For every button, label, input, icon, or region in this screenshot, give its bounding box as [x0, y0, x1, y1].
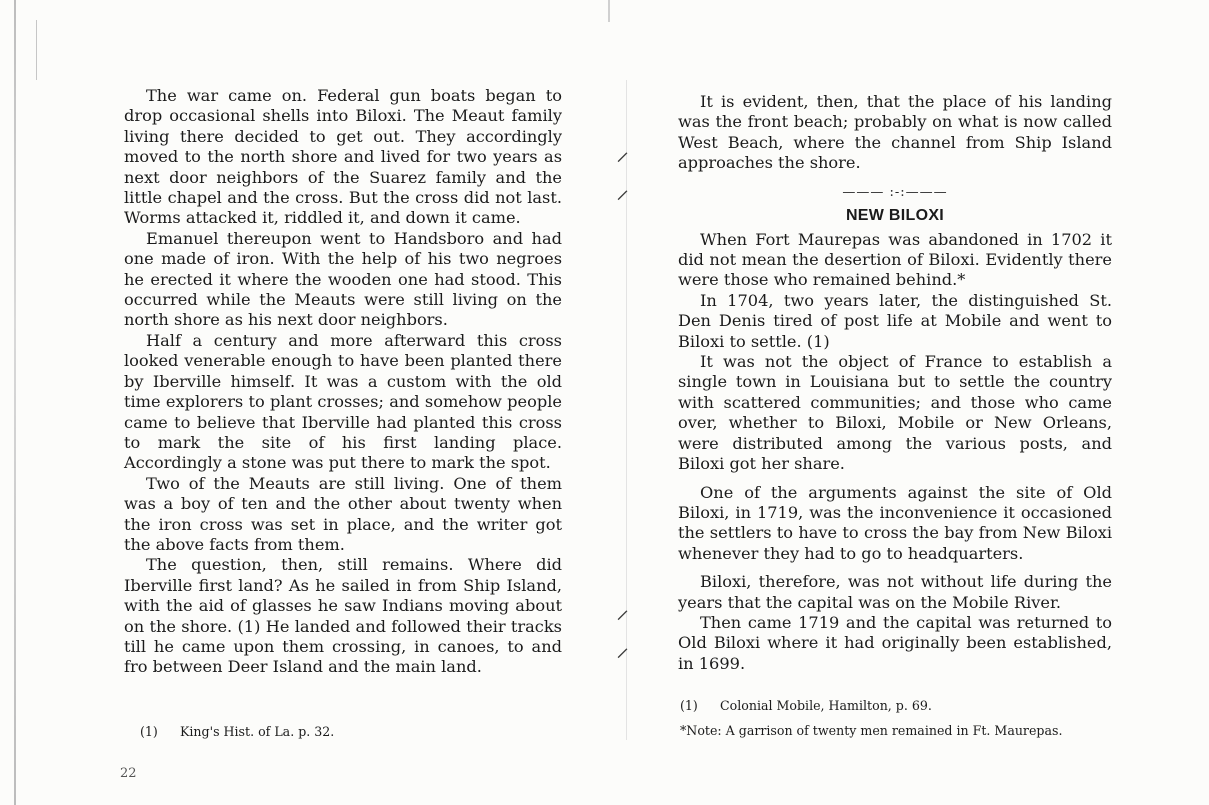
footnote-text: Colonial Mobile, Hamilton, p. 69.	[720, 698, 932, 713]
footnote-text: King's Hist. of La. p. 32.	[180, 724, 335, 739]
paragraph: The question, then, still remains. Where did Iberville first land? As he sailed in from Ship Island, with the aid of glasses he saw Indians moving about on the shore. (1) He landed and followed their tracks till he came upon them crossing, in canoes, to and fro between Deer Island and the main land.	[124, 555, 562, 677]
gutter-smudge: ⸝	[616, 595, 630, 625]
gutter-mark	[608, 0, 610, 22]
right-page-text	[678, 92, 1112, 674]
section-heading: NEW BILOXI	[845, 206, 945, 224]
paragraph: One of the arguments against the site of Old Biloxi, in 1719, was the inconvenience it occasioned the settlers to have to cross the bay from New Biloxi whenever they had to go to headquarters.	[678, 482, 1112, 563]
paragraph: It is evident, then, that the place of his landing was the front beach; probably on what is now called West Beach, where the channel from Ship Island approaches the shore.	[678, 92, 1112, 173]
section-divider: ——— :-:———	[842, 184, 948, 200]
page-number: 22	[120, 766, 137, 781]
footnote-marker: (1)	[140, 724, 158, 739]
paragraph: It was not the object of France to establish a single town in Louisiana but to settle the country with scattered communities; and those who came over, whether to Biloxi, Mobile or New Orleans, were distributed among the various posts, and Biloxi got her share.	[678, 352, 1112, 474]
left-page-text	[124, 86, 562, 678]
gutter-smudge: ⸝	[616, 633, 630, 663]
gutter-smudge: ⸝	[616, 137, 630, 167]
left-footnote	[140, 724, 334, 740]
right-note: *Note: A garrison of twenty men remained in Ft. Maurepas.	[680, 723, 1063, 738]
footnote-marker: (1)	[680, 698, 698, 713]
gutter-smudge: ⸝	[616, 175, 630, 205]
paragraph: Then came 1719 and the capital was returned to Old Biloxi where it had originally been established, in 1699.	[678, 612, 1112, 673]
paragraph: Emanuel thereupon went to Handsboro and had one made of iron. With the help of his two negroes he erected it where the wooden one had stood. This occurred while the Meauts were still living on the north shore as his next door neighbors.	[124, 228, 562, 330]
paragraph: In 1704, two years later, the distinguished St. Den Denis tired of post life at Mobile and went to Biloxi to settle. (1)	[678, 290, 1112, 351]
paragraph: Two of the Meauts are still living. One of them was a boy of ten and the other about twenty when the iron cross was set in place, and the writer got the above facts from them.	[124, 473, 562, 554]
paragraph: Half a century and more afterward this cross looked venerable enough to have been planted there by Iberville himself. It was a custom with the old time explorers to plant crosses; and somehow people came to believe that Iberville had planted this cross to mark the site of his first landing place. Accordingly a stone was put there to mark the spot.	[124, 330, 562, 473]
paragraph: Biloxi, therefore, was not without life during the years that the capital was on the Mobile River.	[678, 572, 1112, 612]
paragraph: The war came on. Federal gun boats began to drop occasional shells into Biloxi. The Meaut family living there decided to get out. They accordingly moved to the north shore and lived for two years as next door neighbors of the Suarez family and the little chapel and the cross. But the cross did not last. Worms attacked it, riddled it, and down it came.	[124, 86, 562, 228]
right-footnote	[680, 698, 932, 714]
page-edge	[14, 0, 16, 805]
paragraph: When Fort Maurepas was abandoned in 1702 it did not mean the desertion of Biloxi. Evidently there were those who remained behind.*	[678, 229, 1112, 290]
page-edge-mark	[36, 20, 37, 80]
